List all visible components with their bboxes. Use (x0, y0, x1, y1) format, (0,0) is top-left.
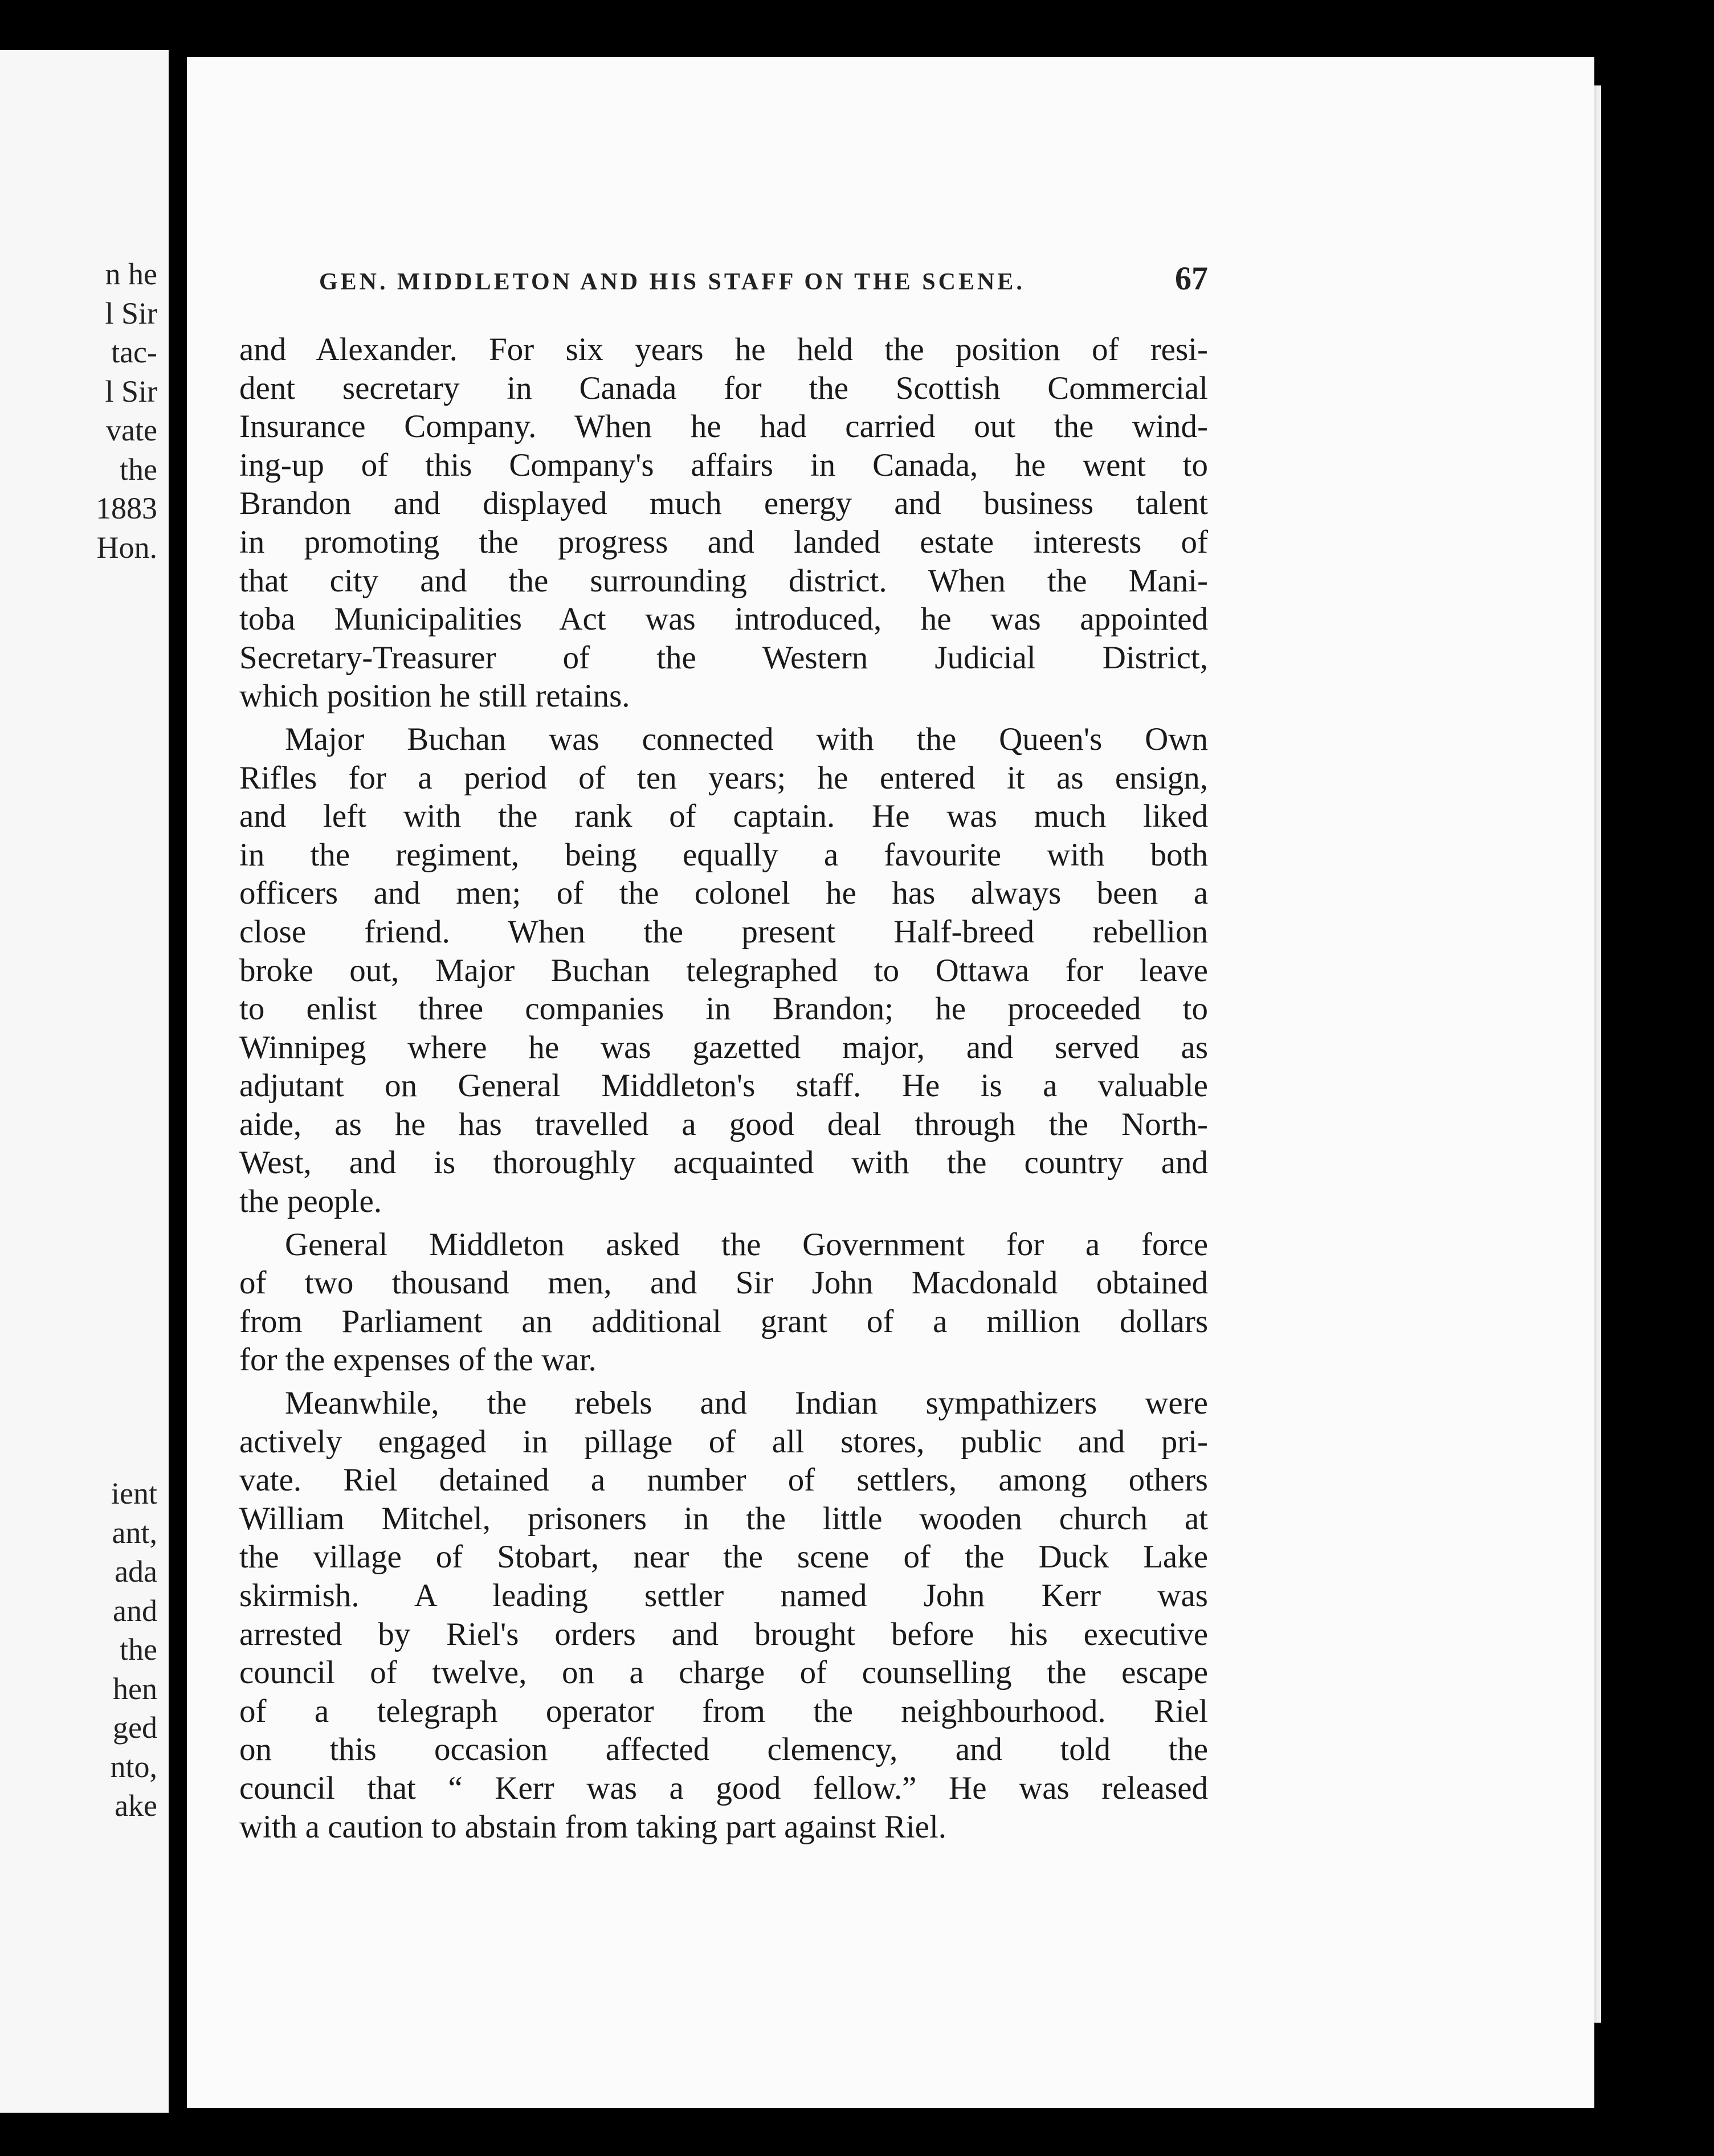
text-line: toba Municipalities Act was introduced, he was appointed (239, 601, 1208, 638)
page-number: 67 (1175, 260, 1208, 297)
text-line: Major Buchan was connected with the Queen's Own (285, 721, 1208, 757)
text-line: the village of Stobart, near the scene of the Duck Lake (239, 1539, 1208, 1575)
text-line: dent secretary in Canada for the Scottish Commercial (239, 370, 1208, 406)
text-line: officers and men; of the colonel he has always been a (239, 875, 1208, 912)
text-line: in promoting the progress and landed estate interests of (239, 524, 1208, 560)
text-line: skirmish. A leading settler named John Kerr was (239, 1578, 1208, 1614)
text-line: and Alexander. For six years he held the position of resi- (239, 332, 1208, 368)
text-line: and left with the rank of captain. He was much liked (239, 798, 1208, 835)
text-line: that city and the surrounding district. When the Mani- (239, 562, 1208, 599)
text-line: broke out, Major Buchan telegraphed to Ottawa for leave (239, 952, 1208, 989)
left-page-line: Hon. (96, 530, 157, 565)
left-page-line: n he (105, 257, 157, 291)
paragraph-gap (239, 1379, 1208, 1384)
text-line: Insurance Company. When he had carried out the wind- (239, 409, 1208, 445)
text-line: of a telegraph operator from the neighbourhood. Riel (239, 1693, 1208, 1729)
paragraph (239, 720, 1208, 1221)
paragraph (239, 1226, 1208, 1379)
paragraph (239, 330, 1208, 716)
left-page-line: ada (115, 1554, 157, 1589)
running-head-title: GEN. MIDDLETON AND HIS STAFF ON THE SCENE. (319, 269, 1025, 295)
left-page-line: nto, (110, 1749, 157, 1784)
text-line: actively engaged in pillage of all stores, public and pri- (239, 1423, 1208, 1460)
left-page-line: ake (115, 1788, 157, 1823)
text-line: William Mitchel, prisoners in the little wooden church at (239, 1500, 1208, 1537)
left-page-line: the (120, 452, 157, 487)
text-line: adjutant on General Middleton's staff. He is a valuable (239, 1068, 1208, 1104)
text-line: close friend. When the present Half-breed rebellion (239, 913, 1208, 950)
text-line: from Parliament an additional grant of a million dollars (239, 1303, 1208, 1340)
text-line: West, and is thoroughly acquainted with the country and (239, 1145, 1208, 1181)
body-text (239, 330, 1208, 1846)
paragraph (239, 1384, 1208, 1846)
text-line: in the regiment, being equally a favourite with both (239, 836, 1208, 873)
left-page-line: ient (111, 1476, 157, 1510)
text-line: council that “ Kerr was a good fellow.” He was released (239, 1770, 1208, 1806)
left-page-line: hen (113, 1671, 157, 1706)
left-page-line: l Sir (105, 296, 157, 330)
left-page-line: ged (113, 1710, 157, 1745)
running-head (319, 259, 1208, 297)
left-page-line: tac- (111, 335, 157, 369)
left-page-line: the (120, 1632, 157, 1667)
text-line: aide, as he has travelled a good deal through the North- (239, 1106, 1208, 1142)
text-line: Rifles for a period of ten years; he entered it as ensign, (239, 760, 1208, 796)
text-line: with a caution to abstain from taking part against Riel. (239, 1808, 947, 1845)
left-page-line: 1883 (96, 491, 157, 525)
book-gutter (169, 50, 187, 2113)
text-line: vate. Riel detained a number of settlers, among others (239, 1462, 1208, 1498)
text-line: of two thousand men, and Sir John Macdonald obtained (239, 1265, 1208, 1301)
text-line: Winnipeg where he was gazetted major, and served as (239, 1029, 1208, 1065)
left-page-line: and (113, 1593, 157, 1628)
text-line: Meanwhile, the rebels and Indian sympathizers were (285, 1385, 1208, 1422)
text-line: the people. (239, 1183, 382, 1220)
paragraph-gap (239, 716, 1208, 720)
left-page-line: ant, (112, 1515, 157, 1550)
left-page-line: vate (106, 413, 157, 447)
text-line: council of twelve, on a charge of counselling the escape (239, 1655, 1208, 1691)
text-line: to enlist three companies in Brandon; he proceeded to (239, 991, 1208, 1027)
left-page-line: l Sir (105, 374, 157, 409)
text-line: Secretary-Treasurer of the Western Judicial District, (239, 639, 1208, 676)
text-line: General Middleton asked the Government for a force (285, 1226, 1208, 1263)
text-line: ing-up of this Company's affairs in Canada, he went to (239, 447, 1208, 483)
text-line: arrested by Riel's orders and brought before his executive (239, 1616, 1208, 1652)
text-line: Brandon and displayed much energy and business talent (239, 485, 1208, 522)
text-line: for the expenses of the war. (239, 1342, 597, 1378)
text-line: which position he still retains. (239, 678, 630, 714)
previous-page-edge (0, 50, 169, 2113)
text-line: on this occasion affected clemency, and told the (239, 1732, 1208, 1768)
paragraph-gap (239, 1221, 1208, 1226)
